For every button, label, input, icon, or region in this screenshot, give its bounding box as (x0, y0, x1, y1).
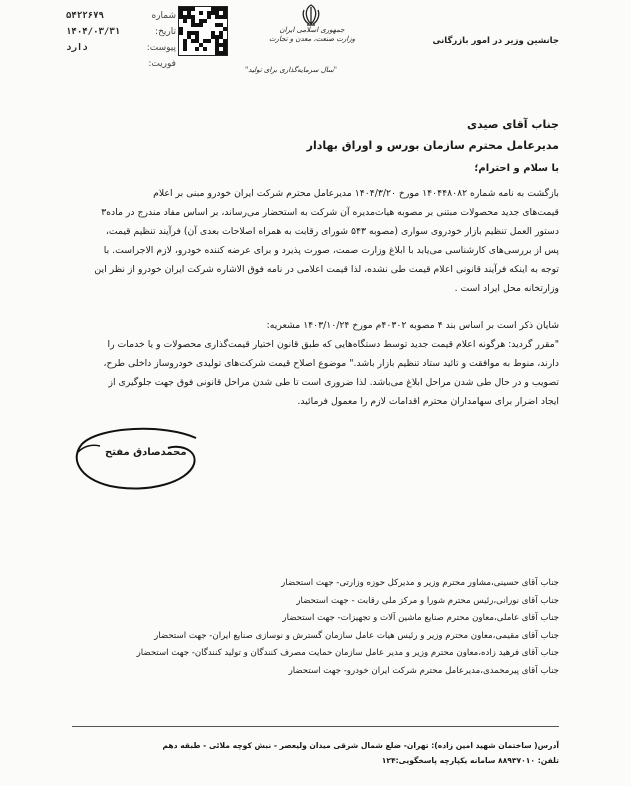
attachment-value: دارد (66, 43, 88, 53)
paragraph-line: پس از بررسی‌های کارشناسی می‌یابد با ابلاغ وزارت صمت، صورت پذیرد و برای عرضه کننده خودرو، لازم الاجراست. با (103, 245, 559, 256)
greeting: با سلام و احترام؛ (474, 163, 559, 174)
ministry-line-2: وزارت صنعت، معدن و تجارت (268, 35, 356, 43)
cc-item: جناب آقای پیرمحمدی،مدیرعامل محترم شرکت ایران خودرو- جهت استحضار (288, 665, 559, 676)
cc-item: جناب آقای نورانی،رئیس محترم شورا و مرکز ملی رقابت - جهت استحضار (296, 595, 559, 606)
recipient-title: مدیرعامل محترم سازمان بورس و اوراق بهادار (306, 139, 559, 152)
cc-list (39, 575, 559, 680)
body-paragraph-1 (39, 184, 559, 298)
paragraph-line: "مقرر گردید: هرگونه اعلام قیمت جدید توسط دستگاه‌هایی که طبق قانون اختیار قیمت‌گذاری محصولات و یا خدمات را (107, 339, 559, 350)
date-row (66, 24, 176, 40)
body-paragraph-2 (39, 316, 559, 411)
number-row (66, 8, 176, 24)
footer-divider (72, 726, 559, 727)
cc-item: جناب آقای فرهید زاده،معاون محترم وزیر و مدیر عامل سازمان حمایت مصرف کنندگان و تولید کنندگان- جهت استحضار (136, 648, 559, 658)
paragraph-line: بازگشت به نامه شماره ۱۴۰۴۴۸۰۸۲ مورخ ۱۴۰۴/۳/۲۰ مدیرعامل محترم شرکت ایران خودرو مبنی بر اعلام (153, 188, 559, 199)
paragraph-line: تصویب و در حال طی شدن مراحل ابلاغ می‌باشد. لذا ضروری است تا طی شدن مراحل قانونی فوق جهت جلوگیری از (108, 377, 559, 388)
paragraph-line: وزارتخانه محل ایراد است . (454, 283, 559, 294)
date-value: ۱۴۰۴/۰۳/۳۱ (66, 27, 121, 37)
number-value: ۵۴۲۲۶۷۹ (66, 11, 104, 21)
footer (162, 738, 559, 768)
attachment-row (66, 40, 176, 56)
footer-address: آدرس( ساختمان شهید امین زاده): تهران- ضلع شمال شرقی میدان ولیعصر - نبش کوچه ملائی - طبقه دهم (162, 741, 559, 750)
date-label: تاریخ: (155, 27, 176, 37)
paragraph-line: شایان ذکر است بر اساس بند ۴ مصوبه ۴۰۳۰۲م مورخ ۱۴۰۳/۱۰/۲۴ مشعریه: (266, 320, 559, 331)
iran-emblem-icon (294, 2, 328, 28)
urgency-label: فوریت: (148, 59, 176, 69)
footer-phone: تلفن: ۸۸۹۳۷۰۱۰ سامانه یکپارچه پاسخگویی:۱۲۴ (381, 756, 559, 765)
handwritten-signature (70, 420, 200, 500)
year-slogan: "سال سرمایه‌گذاری برای تولید" (244, 66, 338, 74)
signer-name: محمدصادق مفتح (105, 447, 187, 458)
cc-item: جناب آقای مقیمی،معاون محترم وزیر و رئیس هیات عامل سازمان گسترش و نوسازی صنایع ایران- جهت استحضار (154, 630, 559, 641)
paragraph-line: دارند، منوط به موافقت و تائید ستاد تنظیم بازار باشد." موضوع اصلاح قیمت شرکت‌های تولیدی خودروساز داخلی طرح، (103, 358, 559, 369)
recipient-name: جناب آقای صیدی (466, 118, 559, 131)
deputy-title: جانشین وزیر در امور بازرگانی (432, 36, 559, 46)
paragraph-line: دستور العمل تنظیم بازار خودروی سواری (مصوبه ۵۴۳ شورای رقابت به همراه اصلاحات بعدی آن) فرآیند تنظیم قیمت، (105, 226, 559, 237)
ministry-line-1: جمهوری اسلامی ایران (279, 26, 345, 34)
qr-code-icon (178, 6, 228, 56)
paragraph-line: قیمت‌های جدید محصولات مبتنی بر مصوبه هیات‌مدیره آن شرکت به استحضار می‌رساند، بر اساس مفاد مندرج در ماده۳ (101, 207, 559, 218)
ministry-name (262, 26, 362, 44)
paragraph-line: ایجاد اضرار برای سهامداران محترم اقدامات لازم را معمول فرمائید. (297, 396, 559, 407)
cc-item: جناب آقای عاملی،معاون محترم صنایع ماشین آلات و تجهیزات- جهت استحضار (282, 613, 559, 623)
number-label: شماره (151, 11, 176, 21)
cc-item: جناب آقای حسینی،مشاور محترم وزیر و مدیرکل حوزه وزارتی- جهت استحضار (281, 578, 559, 588)
attachment-label: پیوست: (146, 43, 176, 53)
urgency-row (66, 56, 176, 72)
paragraph-line: توجه به اینکه فرآیند قانونی اعلام قیمت طی نشده، لذا قیمت اعلامی در نامه فوق الاشاره شرکت ایران خودرو از نظر این (94, 264, 559, 275)
letter-metadata (66, 8, 176, 72)
